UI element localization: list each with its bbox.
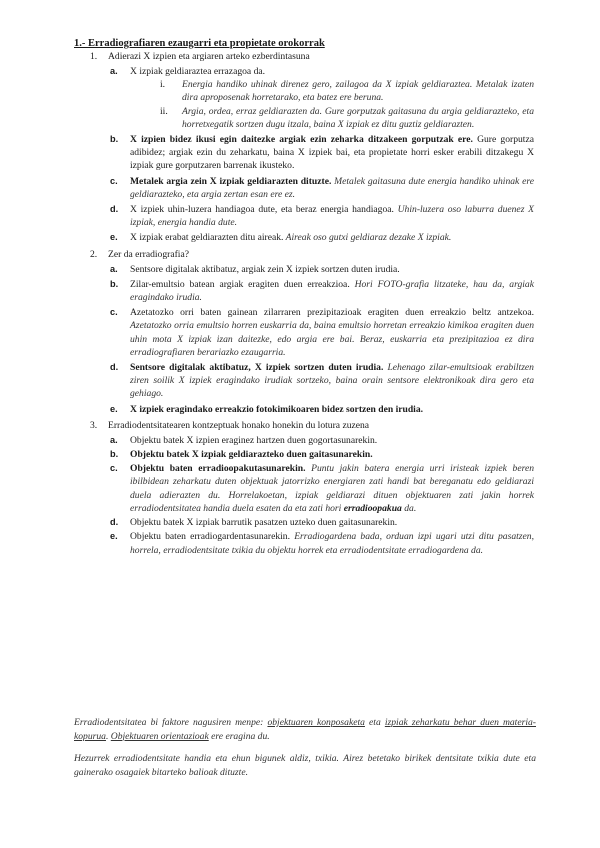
answer-item	[74, 448, 534, 461]
answer-letter: d.	[110, 362, 119, 373]
question-2	[74, 248, 534, 416]
answer-item	[74, 231, 534, 244]
answer-text: Objektu batek X izpiak barrutik pasatzen uzteko duen gaitasunarekin.	[130, 517, 398, 529]
answer-emphasis: erradioopakua	[343, 502, 402, 514]
answer-item	[74, 530, 534, 556]
answer-list	[74, 434, 534, 557]
answer-text: X izpiak erabat geldiarazten ditu aireak.	[130, 232, 284, 244]
answer-item	[74, 361, 534, 401]
answer-bold: Objektu baten erradioopakutasunarekin.	[130, 463, 306, 475]
question-3	[74, 419, 534, 557]
answer-letter: a.	[110, 263, 118, 274]
footer-text: eta	[364, 717, 385, 728]
answer-item	[74, 203, 534, 229]
sub-answer-item	[74, 78, 534, 104]
answer-item	[74, 278, 534, 304]
footer-underlined: Objektuaren orientazioak	[110, 730, 209, 742]
answer-letter: d.	[110, 517, 119, 528]
answer-letter: b.	[110, 278, 119, 289]
answer-item	[74, 263, 534, 276]
answer-text: X izpiek uhin-luzera handiagoa dute, eta beraz energia handiagoa.	[130, 204, 394, 216]
answer-bold: X izpien bidez ikusi egin daitezke argiak ezin zeharka ditzakeen gorputzak ere.	[130, 134, 473, 146]
answer-item	[74, 403, 534, 416]
answer-explanation: Puntu jakin batera energia urri iristeak izpiek beren ibilbidean zeharkatu duten objektuak jatorrizko energiaren zati handi bat bereganatu edo geldiarazi duela adierazten du. Horrelakoetan, izpiak geldiarazi dituen objektuaren zati jakin horrek erradiodentsitatea handia duela esaten da eta zati hori	[130, 463, 535, 514]
answer-item	[74, 306, 534, 359]
answer-text: X izpiak geldiaraztea errazagoa da.	[130, 66, 266, 77]
answer-explanation: Lehenago zilar-emultsioak erabiltzen ziren soilik X izpiek eragindako irudiak sortzeko, baina orain sentsore elektronikoak dira gero eta gehiago.	[130, 362, 534, 400]
answer-list	[74, 65, 534, 245]
answer-item	[74, 133, 534, 173]
answer-item	[74, 516, 534, 529]
answer-explanation: Hori FOTO-grafia litzateke, hau da, argiak eragindako irudia.	[130, 278, 534, 304]
answer-item	[74, 65, 534, 131]
answer-letter: a.	[110, 434, 118, 445]
sub-answer-item	[74, 105, 534, 131]
answer-letter: b.	[110, 134, 119, 145]
answer-text: Objektu baten erradiogardentasunarekin.	[130, 531, 290, 543]
sub-answer-text: Energia handiko uhinak direnez gero, zailagoa da X izpiak geldiaraztea. Metalak izaten dira aproposenak horretarako, eta batez ere beruna.	[182, 79, 534, 104]
footer-text: Erradiodentsitatea bi faktore nagusiren menpe:	[74, 717, 268, 728]
answer-text: Azetatozko orri baten gainean zilarraren prezipitazioak eragiten duen erreakzio beltz antzekoa.	[130, 307, 534, 319]
answer-letter: e.	[110, 232, 118, 243]
answer-letter: e.	[110, 403, 118, 414]
answer-bold: X izpiek eragindako erreakzio fotokimikoaren bidez sortzen den irudia.	[130, 403, 424, 415]
question-number: 2.	[90, 248, 98, 260]
answer-text: Zilar-emultsio batean argiak eragiten duen erreakzioa.	[130, 278, 350, 290]
answer-explanation: Gure gorputza adibidez; argiak ezin du zeharkatu, baina X izpiek bai, eta propietate horri esker erabili ditzakegu X izpiak gure gorputzaren barrenak ikusteko.	[130, 134, 534, 172]
answer-explanation: Aireak oso gutxi geldiaraz dezake X izpiak.	[283, 232, 452, 244]
answer-letter: d.	[110, 204, 119, 215]
answer-explanation: Uhin-luzera oso laburra duenez X izpiak, energia handia dute.	[130, 204, 534, 229]
footer-paragraph-1	[74, 716, 536, 743]
answer-explanation: Azetatozko orria emultsio horren euskarria da, baina emultsio horretan erreakzio kimikoa eragiten duen uhin mota X izpiak izan daitezke, edo argia ere bai. Beraz, euskarria eta prezipitazioa ez dira erradiografiaren berariazko ezaugarria.	[130, 320, 534, 358]
question-number: 1.	[90, 51, 98, 62]
sub-answer-list	[74, 78, 534, 131]
answer-letter: a.	[110, 66, 118, 76]
question-heading: Erradiodentsitatearen kontzeptuak honako honekin du lotura zuzena	[108, 419, 370, 431]
answer-letter: c.	[110, 463, 118, 474]
footer-text: ere eragina du.	[208, 730, 270, 742]
answer-text: Sentsore digitalak aktibatuz, argiak zein X izpiek sortzen duten irudia.	[130, 263, 400, 275]
answer-text: Objektu batek X izpien eraginez hartzen duen gogortasunarekin.	[130, 434, 378, 446]
footer-underlined: objektuaren konposaketa	[267, 717, 365, 728]
footer-paragraph-2: Hezurrek erradiodentsitate handia eta ehun bigunek aldiz, txikia. Airez betetako birikek dentsitate txikia dute eta gainerako osagaiek bitarteko balioak dituzte.	[74, 753, 536, 778]
question-number: 3.	[90, 419, 98, 431]
roman-number: ii.	[160, 105, 168, 117]
question-list	[74, 50, 534, 557]
question-heading: Zer da erradiografia?	[108, 248, 189, 260]
answer-letter: b.	[110, 449, 119, 460]
answer-letter: e.	[110, 531, 118, 542]
answer-item	[74, 175, 534, 201]
answer-item	[74, 462, 534, 515]
document-title: 1.- Erradiografiaren ezaugarri eta propietate orokorrak	[74, 38, 325, 49]
sub-answer-text: Argia, ordea, erraz geldiarazten da. Gure gorputzak gaitasuna du argia geldiarazteko, eta horretxegatik sortzen dugu itzala, baina X izpiak ez ditu guztiz geldiarazten.	[182, 105, 534, 130]
footer-underlined: izpiak zeharkatu behar duen materia-kopurua	[74, 717, 536, 742]
answer-bold: Sentsore digitalak aktibatuz, X izpiek sortzen duten irudia.	[130, 362, 384, 374]
question-heading: Adierazi X izpien eta argiaren arteko ezberdintasuna	[108, 51, 310, 62]
footer-text: .	[105, 730, 111, 742]
answer-list	[74, 263, 534, 416]
question-1	[74, 50, 534, 245]
answer-bold: Objektu batek X izpiak geldiarazteko duen gaitasunarekin.	[130, 449, 373, 461]
roman-number: i.	[160, 79, 166, 91]
answer-item	[74, 434, 534, 447]
answer-explanation: Erradiogardena bada, orduan izpi ugari utzi ditu pasatzen, horrela, erradiodentsitate txikia du objektu horrek eta erradiodentsitate erradiogardena da.	[130, 531, 534, 556]
answer-explanation: Metalek gaitasuna dute energia handiko uhinak ere geldiarazteko, eta argia zertan esan ere ez.	[130, 175, 534, 200]
answer-letter: c.	[110, 175, 118, 186]
answer-bold: Metalek argia zein X izpiak geldiarazten dituzte.	[130, 175, 332, 187]
answer-letter: c.	[110, 307, 118, 318]
answer-explanation-end: da.	[401, 502, 417, 514]
